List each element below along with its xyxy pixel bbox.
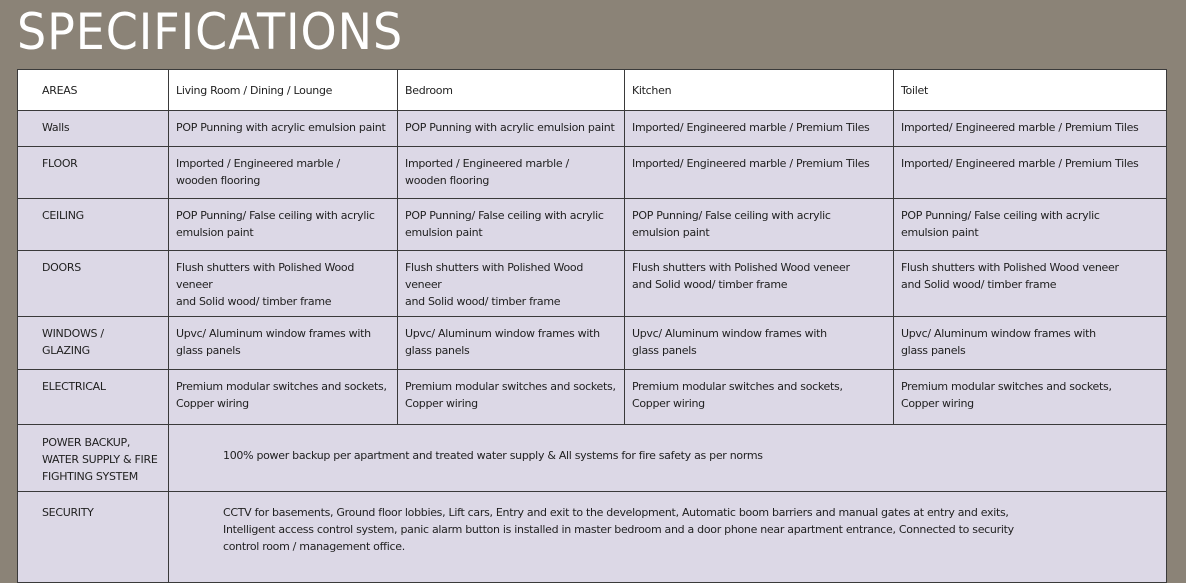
area-label: FLOOR xyxy=(18,147,169,199)
area-label: POWER BACKUP, WATER SUPPLY & FIRE FIGHTING SYSTEM xyxy=(18,425,169,492)
spec-cell: Upvc/ Aluminum window frames with glass panels xyxy=(894,317,1167,370)
spec-cell: Imported/ Engineered marble / Premium Tiles xyxy=(625,111,894,147)
spec-cell: Premium modular switches and sockets, Copper wiring xyxy=(398,370,625,425)
spec-cell: Imported/ Engineered marble / Premium Tiles xyxy=(894,147,1167,199)
area-label: WINDOWS / GLAZING xyxy=(18,317,169,370)
spec-merged-cell: 100% power backup per apartment and treated water supply & All systems for fire safety as per norms xyxy=(169,425,1167,492)
table-row-electrical xyxy=(18,370,1167,425)
table-row-security xyxy=(18,492,1167,583)
spec-cell: Flush shutters with Polished Wood veneer and Solid wood/ timber frame xyxy=(894,251,1167,317)
page-title: SPECIFICATIONS xyxy=(17,3,404,61)
table-row-windows xyxy=(18,317,1167,370)
spec-cell: POP Punning with acrylic emulsion paint xyxy=(169,111,398,147)
area-label: CEILING xyxy=(18,199,169,251)
table-row-walls xyxy=(18,111,1167,147)
spec-cell: Imported / Engineered marble / wooden flooring xyxy=(169,147,398,199)
spec-cell: Imported / Engineered marble / wooden flooring xyxy=(398,147,625,199)
area-label: DOORS xyxy=(18,251,169,317)
header-living-room: Living Room / Dining / Lounge xyxy=(169,70,398,111)
table-row-floor xyxy=(18,147,1167,199)
spec-cell: Premium modular switches and sockets, Copper wiring xyxy=(169,370,398,425)
spec-cell: POP Punning/ False ceiling with acrylic emulsion paint xyxy=(625,199,894,251)
table-row-power-backup xyxy=(18,425,1167,492)
spec-cell: Flush shutters with Polished Wood veneer and Solid wood/ timber frame xyxy=(625,251,894,317)
table-row-ceiling xyxy=(18,199,1167,251)
spec-cell: Upvc/ Aluminum window frames with glass panels xyxy=(398,317,625,370)
header-toilet: Toilet xyxy=(894,70,1167,111)
spec-cell: Premium modular switches and sockets, Copper wiring xyxy=(625,370,894,425)
spec-merged-cell: CCTV for basements, Ground floor lobbies, Lift cars, Entry and exit to the development, Automatic boom barriers and manual gates at entry and exits, Intelligent access control system, panic alarm button is installed in master bedroom and a door phone near apartment entrance, Connected to security control room / management office. xyxy=(169,492,1167,583)
spec-cell: POP Punning/ False ceiling with acrylic emulsion paint xyxy=(398,199,625,251)
header-bedroom: Bedroom xyxy=(398,70,625,111)
spec-cell: Upvc/ Aluminum window frames with glass panels xyxy=(625,317,894,370)
spec-cell: POP Punning/ False ceiling with acrylic emulsion paint xyxy=(169,199,398,251)
spec-cell: Upvc/ Aluminum window frames with glass panels xyxy=(169,317,398,370)
header-areas: AREAS xyxy=(18,70,169,111)
spec-cell: POP Punning with acrylic emulsion paint xyxy=(398,111,625,147)
table-header-row xyxy=(18,70,1167,111)
spec-cell: Imported/ Engineered marble / Premium Tiles xyxy=(894,111,1167,147)
table-row-doors xyxy=(18,251,1167,317)
spec-cell: Imported/ Engineered marble / Premium Tiles xyxy=(625,147,894,199)
area-label: Walls xyxy=(18,111,169,147)
spec-cell: POP Punning/ False ceiling with acrylic emulsion paint xyxy=(894,199,1167,251)
area-label: ELECTRICAL xyxy=(18,370,169,425)
spec-cell: Premium modular switches and sockets, Copper wiring xyxy=(894,370,1167,425)
spec-cell: Flush shutters with Polished Wood veneer and Solid wood/ timber frame xyxy=(169,251,398,317)
spec-cell: Flush shutters with Polished Wood veneer and Solid wood/ timber frame xyxy=(398,251,625,317)
area-label: SECURITY xyxy=(18,492,169,583)
specifications-table xyxy=(17,69,1167,583)
header-kitchen: Kitchen xyxy=(625,70,894,111)
